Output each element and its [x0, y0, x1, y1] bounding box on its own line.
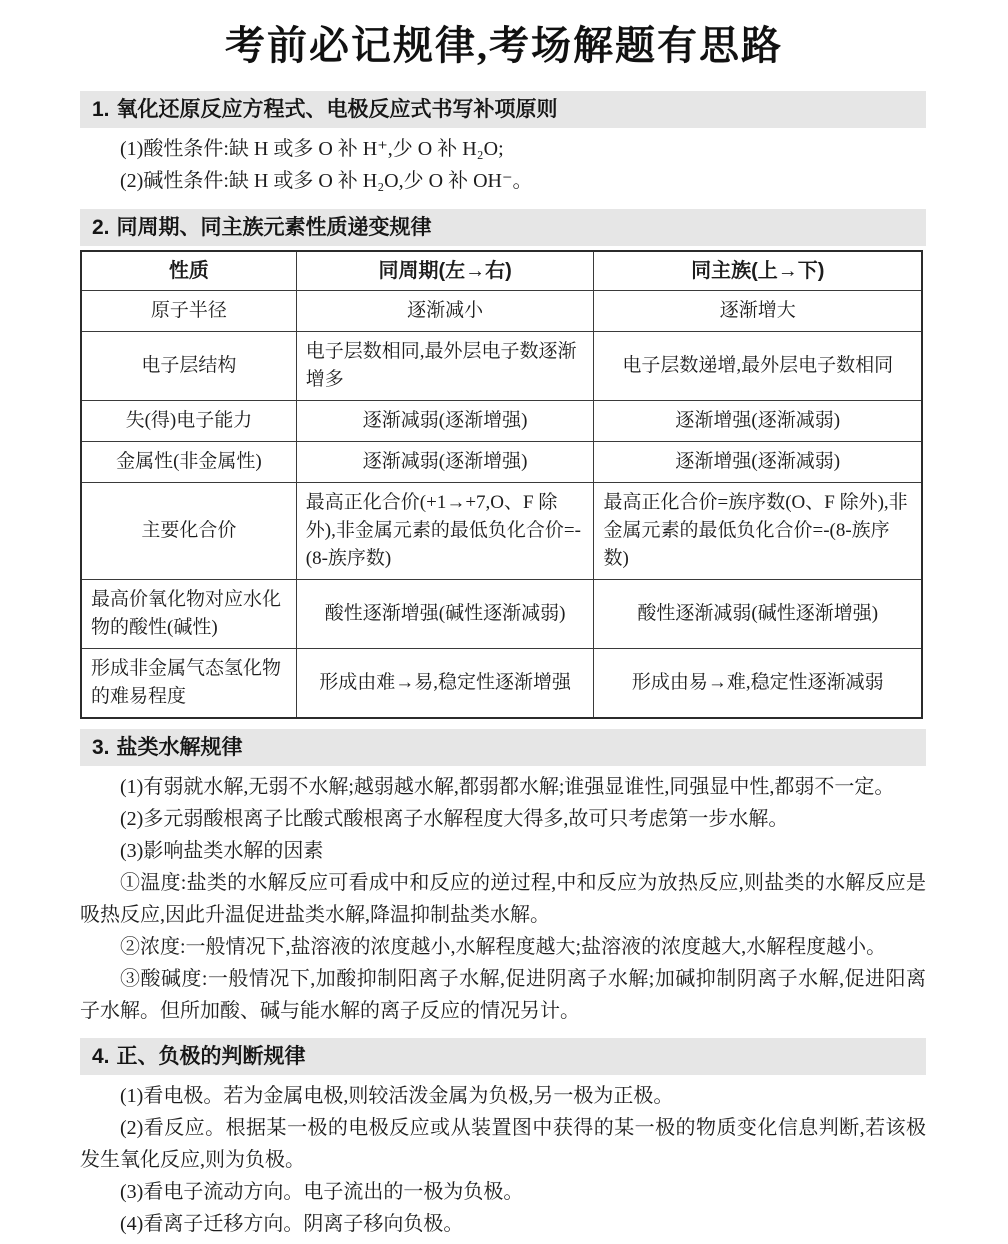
section-heading-text: 同周期、同主族元素性质递变规律	[116, 216, 432, 239]
page-title: 考前必记规律,考场解题有思路	[225, 23, 783, 68]
table-header-cell: 同主族(上→下)	[594, 251, 922, 291]
section-heading-4	[80, 1038, 926, 1075]
table-cell: 原子半径	[81, 291, 296, 332]
paragraph: (1)酸性条件:缺 H 或多 O 补 H⁺,少 O 补 H₂O;	[120, 138, 504, 160]
paragraph: (2)碱性条件:缺 H 或多 O 补 H₂O,少 O 补 OH⁻。	[120, 170, 533, 192]
table-cell: 形成非金属气态氢化物的难易程度	[81, 649, 296, 719]
section-heading-text: 正、负极的判断规律	[116, 1045, 306, 1068]
table-cell: 电子层数递增,最外层电子数相同	[594, 332, 922, 401]
table-row	[81, 442, 922, 483]
table-cell: 电子层数相同,最外层电子数逐渐增多	[296, 332, 594, 401]
table-cell: 逐渐减弱(逐渐增强)	[296, 401, 594, 442]
paragraph: (4)看离子迁移方向。阴离子移向负极。	[120, 1213, 464, 1235]
table-cell: 形成由难→易,稳定性逐渐增强	[296, 649, 594, 719]
table-row	[81, 483, 922, 580]
table-row	[81, 649, 922, 719]
table-cell: 主要化合价	[81, 483, 296, 580]
paragraph: ①温度:盐类的水解反应可看成中和反应的逆过程,中和反应为放热反应,则盐类的水解反应是吸热反应,因此升温促进盐类水解,降温抑制盐类水解。	[80, 872, 926, 926]
content-area	[80, 91, 926, 1244]
section-heading-3	[80, 729, 926, 766]
paragraph: (1)看电极。若为金属电极,则较活泼金属为负极,另一极为正极。	[120, 1085, 674, 1107]
table-row	[81, 332, 922, 401]
table-row	[81, 580, 922, 649]
table-cell: 逐渐减小	[296, 291, 594, 332]
table-cell: 最高正化合价(+1→+7,O、F 除外),非金属元素的最低负化合价=-(8-族序数)	[296, 483, 594, 580]
paragraph: (1)有弱就水解,无弱不水解;越弱越水解,都弱都水解;谁强显谁性,同强显中性,都弱不一定。	[120, 776, 895, 798]
element-trend-table	[80, 250, 923, 719]
section-heading-text: 氧化还原反应方程式、电极反应式书写补项原则	[116, 98, 558, 121]
section-number: 4.	[92, 1045, 110, 1068]
table-cell: 逐渐增大	[594, 291, 922, 332]
table-cell: 酸性逐渐减弱(碱性逐渐增强)	[594, 580, 922, 649]
section-number: 3.	[92, 736, 110, 759]
table-row	[81, 401, 922, 442]
table-cell: 逐渐增强(逐渐减弱)	[594, 401, 922, 442]
paragraph: ③酸碱度:一般情况下,加酸抑制阳离子水解,促进阴离子水解;加碱抑制阴离子水解,促进阳离子水解。但所加酸、碱与能水解的离子反应的情况另计。	[80, 968, 926, 1022]
table-cell: 最高价氧化物对应水化物的酸性(碱性)	[81, 580, 296, 649]
table-cell: 失(得)电子能力	[81, 401, 296, 442]
table-cell: 逐渐增强(逐渐减弱)	[594, 442, 922, 483]
paragraph: (3)影响盐类水解的因素	[120, 840, 324, 862]
paragraph: ②浓度:一般情况下,盐溶液的浓度越小,水解程度越大;盐溶液的浓度越大,水解程度越小。	[120, 936, 887, 958]
table-cell: 形成由易→难,稳定性逐渐减弱	[594, 649, 922, 719]
table-cell: 电子层结构	[81, 332, 296, 401]
section-number: 2.	[92, 216, 110, 239]
section-1-body	[80, 128, 926, 201]
section-3-body	[80, 766, 926, 1031]
table-header-cell: 性质	[81, 251, 296, 291]
table-cell: 金属性(非金属性)	[81, 442, 296, 483]
section-heading-2	[80, 209, 926, 246]
section-4-body	[80, 1075, 926, 1244]
section-heading-1	[80, 91, 926, 128]
paragraph: (2)多元弱酸根离子比酸式酸根离子水解程度大得多,故可只考虑第一步水解。	[120, 808, 789, 830]
table-cell: 逐渐减弱(逐渐增强)	[296, 442, 594, 483]
table-header-row	[81, 251, 922, 291]
section-heading-text: 盐类水解规律	[116, 736, 243, 759]
table-cell: 酸性逐渐增强(碱性逐渐减弱)	[296, 580, 594, 649]
paragraph: (2)看反应。根据某一极的电极反应或从装置图中获得的某一极的物质变化信息判断,若该极发生氧化反应,则为负极。	[80, 1117, 926, 1171]
table-row	[81, 291, 922, 332]
section-number: 1.	[92, 98, 110, 121]
paragraph: (3)看电子流动方向。电子流出的一极为负极。	[120, 1181, 524, 1203]
table-header-cell: 同周期(左→右)	[296, 251, 594, 291]
table-cell: 最高正化合价=族序数(O、F 除外),非金属元素的最低负化合价=-(8-族序数)	[594, 483, 922, 580]
